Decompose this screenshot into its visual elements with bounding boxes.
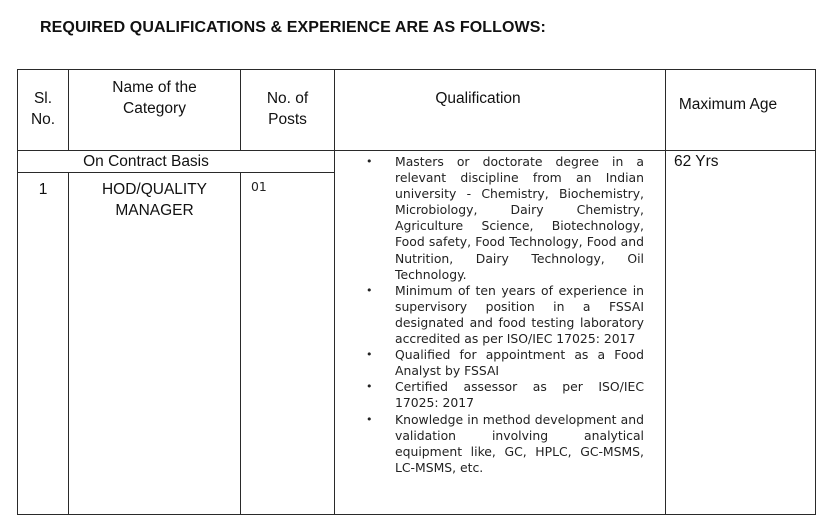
column-divider-2-body — [240, 172, 241, 515]
column-divider-4 — [665, 69, 666, 515]
bullet-glyph: • — [366, 348, 373, 362]
header-category — [68, 77, 241, 119]
qualification-item — [362, 283, 644, 347]
column-divider-3 — [334, 69, 335, 515]
row-posts: 01 — [251, 179, 267, 194]
qualification-text: Certified assessor as per ISO/IEC 17025: 2017 — [395, 379, 644, 411]
header-sl-no — [17, 88, 69, 130]
table-top-border — [17, 69, 816, 70]
header-posts-line2: Posts — [268, 111, 307, 128]
qualification-item — [362, 347, 644, 379]
header-sl-no-line1: Sl. — [33, 90, 53, 107]
qualification-text: Masters or doctorate degree in a relevant discipline from an Indian university - Chemistry, Biochemistry, Microbiology, Dairy Chemistry, Agriculture Science, Biotechnology, Food safety, Food Technology, Food and Nutrition, Dairy Technology, Oil Technology. — [395, 154, 644, 282]
qualification-item — [362, 379, 644, 411]
header-sl-no-line2: No. — [30, 111, 56, 128]
bullet-glyph: • — [366, 380, 373, 394]
qualification-item — [362, 154, 644, 283]
table-left-border — [17, 69, 18, 515]
header-posts — [240, 88, 335, 130]
header-max-age: Maximum Age — [678, 96, 778, 113]
section-divider — [17, 172, 335, 173]
row-category — [68, 179, 241, 221]
column-divider-1-body — [68, 172, 69, 515]
qualification-item — [362, 412, 644, 476]
table-bottom-border — [17, 514, 816, 515]
header-qualification: Qualification — [435, 90, 521, 107]
bullet-glyph: • — [366, 412, 373, 426]
page-heading: REQUIRED QUALIFICATIONS & EXPERIENCE ARE AS FOLLOWS: — [40, 19, 546, 36]
bullet-glyph: • — [366, 155, 373, 168]
header-category-line1: Name of the — [112, 79, 197, 96]
row-category-line2: MANAGER — [115, 202, 194, 219]
header-posts-line1: No. of — [266, 90, 309, 107]
bullet-glyph: • — [366, 283, 373, 297]
row-max-age: 62 Yrs — [674, 153, 719, 170]
qualification-text: Minimum of ten years of experience in supervisory position in a FSSAI designated and food testing laboratory accredited as per ISO/IEC 17025: 2017 — [395, 282, 644, 347]
qualification-text: Qualified for appointment as a Food Analyst by FSSAI — [395, 347, 644, 379]
header-category-line2: Category — [123, 100, 186, 117]
table-right-border — [815, 69, 816, 515]
qualification-text: Knowledge in method development and validation involving analytical equipment like, GC, HPLC, GC-MSMS, LC-MSMS, etc. — [395, 411, 644, 475]
section-label: On Contract Basis — [83, 153, 209, 170]
row-sl-no: 1 — [38, 181, 48, 198]
qualification-list — [362, 154, 644, 476]
row-category-line1: HOD/QUALITY — [101, 181, 208, 198]
